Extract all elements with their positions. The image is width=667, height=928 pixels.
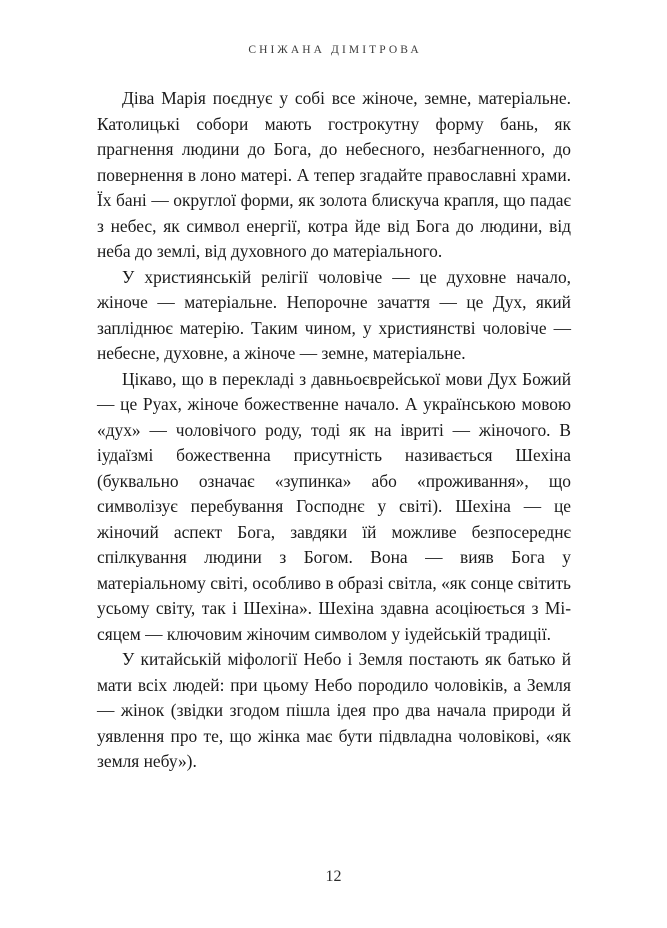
paragraph: У китайській міфології Небо і Земля постають як батько й мати всіх людей: при цьому Небо породило чоловіків, а Земля — жінок (звідки згодом пішла ідея про два начала природи й уявлення про те, що жінка має бути підвладна чоловікові, «як земля небу»). xyxy=(97,649,571,771)
paragraph: Цікаво, що в перекладі з давньоєврейської мови Дух Божий — це Руах, жіноче божественне начало. А українською мовою «дух» — чоловічого роду, тоді як на івриті — жіночого. В іудаїзмі божественна присутність називається Шехіна (буквально означає «зупинка» або «проживання», що символізує перебування Господнє у світі). Шехіна — це жіночий аспект Бога, завдяки їй можливе безпосереднє спілкування людини з Богом. Вона — вияв Бога у матеріальному світі, особливо в образі світла, «як сонце світить усьому світу, так і Шехіна». Шехіна здавна асоціюється з Місяцем — ключовим жіночим символом у іудейській традиції. xyxy=(97,368,571,644)
paragraph: У християнській релігії чоловіче — це духовне начало, жіноче — матеріальне. Непорочне зачаття — це Дух, який запліднює матерію. Таким чином, у християнстві чоловіче — небесне, духовне, а жіноче — земне, матеріальне. xyxy=(97,266,571,363)
running-head: СНІЖАНА ДІМІТРОВА xyxy=(248,44,422,56)
page-number: 12 xyxy=(325,868,342,885)
paragraph: Діва Марія поєднує у собі все жіноче, земне, матеріальне. Католицькі собори мають гострокутну форму бань, як прагнення людини до Бога, до небесного, незбагненного, до повернення в лоно матері. А тепер згадайте православні храми. Їх бані — округлої форми, як золота блискуча крапля, що падає з небес, як символ енергії, котра йде від Бога до людини, від неба до землі, від духовного до матеріального. xyxy=(97,88,571,261)
body-text xyxy=(97,86,571,775)
